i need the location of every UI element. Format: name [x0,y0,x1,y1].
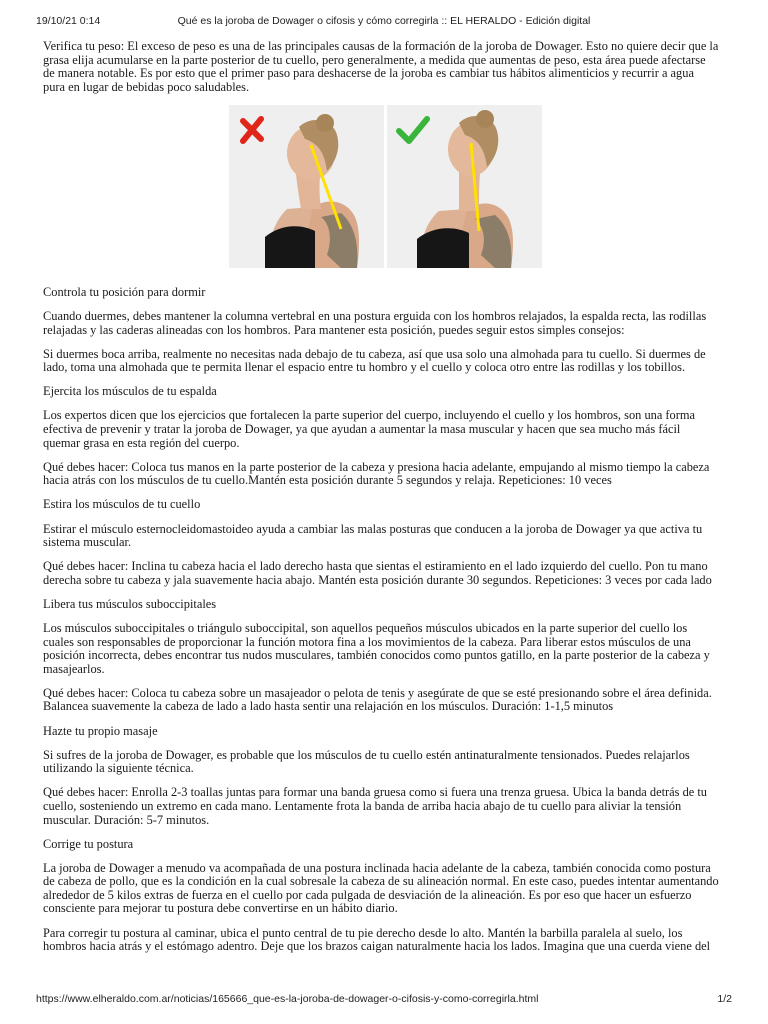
article-section [43,286,719,375]
bad-posture-illustration [229,105,384,268]
section-heading: Libera tus músculos suboccipitales [43,596,217,611]
article-body [43,40,719,964]
article-section [43,385,719,488]
article-section [43,838,719,954]
section-heading: Ejercita los músculos de tu espalda [43,384,217,399]
bad-posture-photo [229,105,384,268]
section-paragraph: Si duermes boca arriba, realmente no necesitas nada debajo de tu cabeza, así que usa solo una almohada para tu cuello. Si duermes de lado, toma una almohada que te permita llenar el espacio entre tu hombro y el cuello y coloca otro entre las rodillas y los tobillos. [43,346,706,375]
section-paragraph: Para corregir tu postura al caminar, ubica el punto central de tu pie derecho desde lo alto. Mantén la barbilla paralela al suelo, los hombros hacia atrás y el estómago adentro. Deje que los brazos caigan naturalmente hacia los lados. Imagina que una cuerda viene del [43,925,711,954]
section-paragraph: Cuando duermes, debes mantener la columna vertebral en una postura erguida con los hombros relajados, la espalda recta, las rodillas relajadas y las caderas alineadas con los hombros. Para mantener esta posición, puedes seguir estos simples consejos: [43,308,707,337]
print-page-number: 1/2 [717,993,732,1005]
section-heading: Controla tu posición para dormir [43,284,206,299]
section-heading: Corrige tu postura [43,836,134,851]
section-paragraph: La joroba de Dowager a menudo va acompañada de una postura inclinada hacia adelante de la cabeza, también conocida como postura de cabeza de pollo, que es la condición en la cual sobresale la cabeza de su alineación normal. En este caso, puedes intentar aumentando alrededor de 5 kilos extras de fuerza en el cuello por cada pulgada de desviación de la alineación. Es por eso que hacer un esfuerzo consciente para mejorar tu postura debe convertirse en un hábito diario. [43,860,719,916]
article-section [43,498,719,587]
good-posture-illustration [387,105,542,268]
section-paragraph: Los expertos dicen que los ejercicios que fortalecen la parte superior del cuerpo, incluyendo el cuello y los hombros, son una forma efectiva de prevenir y tratar la joroba de Dowager, ya que ayudan a aumentar la masa muscular y hacen que sea mucho más fácil quemar grasa en esta región del cuerpo. [43,408,696,450]
print-url: https://www.elheraldo.com.ar/noticias/165666_que-es-la-joroba-de-dowager-o-cifosis-y-como-corregirla.html [36,993,539,1005]
section-paragraph: Qué debes hacer: Inclina tu cabeza hacia el lado derecho hasta que sientas el estiramiento en el lado izquierdo del cuello. Pon tu mano derecha sobre tu cabeza y jala suavemente hacia abajo. Mantén esta posición durante 30 segundos. Repeticiones: 3 veces por cada lado [43,559,712,587]
print-datetime: 19/10/21 0:14 [36,15,101,27]
section-paragraph: Qué debes hacer: Coloca tus manos en la parte posterior de la cabeza y presiona hacia adelante, empujando al mismo tiempo la cabeza hacia atrás con los músculos de tu cuello.Mantén esta posición durante 5 segundos y relaja. Repeticiones: 10 veces [43,459,710,488]
section-paragraph: Estirar el músculo esternocleidomastoideo ayuda a cambiar las malas posturas que conducen a la joroba de Dowager ya que activa tu sistema muscular. [43,521,703,550]
posture-comparison-figure [43,105,719,274]
print-page-title: Qué es la joroba de Dowager o cifosis y cómo corregirla :: EL HERALDO - Edición digital [177,15,591,27]
section-heading: Hazte tu propio masaje [43,723,158,738]
section-heading: Estira los músculos de tu cuello [43,497,201,512]
good-posture-photo [387,105,542,268]
section-paragraph: Qué debes hacer: Enrolla 2-3 toallas juntas para formar una banda gruesa como si fuera una trenza gruesa. Ubica la banda detrás de tu cuello, sosteniendo un extremo en cada mano. Lentamente frota la banda de arriba hacia abajo de tu cuello para aliviar la tensión muscular. Duración: 5-7 minutos. [43,785,707,827]
section-paragraph: Si sufres de la joroba de Dowager, es probable que los músculos de tu cuello estén antinaturalmente tensionados. Puedes relajarlos utilizando la siguiente técnica. [43,747,690,776]
section-paragraph: Los músculos suboccipitales o triángulo suboccipital, son aquellos pequeños músculos ubicados en la parte superior del cuello los cuales son responsables de proporcionar la función motora fina a los movimientos de la cabeza. Para liberar estos músculos de una posición incorrecta, debes encontrar tus nudos musculares, también conocidos como puntos gatillo, en la parte posterior de la cabeza y masajearlos. [43,620,710,676]
section-paragraph: Qué debes hacer: Coloca tu cabeza sobre un masajeador o pelota de tenis y asegúrate de que se esté presionando sobre el área definida. Balancea suavemente la cabeza de lado a lado hasta sentir una relajación en los músculos. Duración: 1-1,5 minutos [43,685,712,714]
article-section [43,598,719,714]
intro-paragraph: Verifica tu peso: El exceso de peso es una de las principales causas de la formación de la joroba de Dowager. Esto no quiere decir que la grasa elija acumularse en la parte posterior de tu cuello, pero generalmente, a medida que aumentas de peso, esta área puede afectarse de manera notable. Es por esto que el primer paso para deshacerse de la joroba es cambiar tus hábitos alimenticios y recurrir a agua pura en lugar de bebidas poco saludables. [43,39,719,94]
article-section [43,725,719,828]
